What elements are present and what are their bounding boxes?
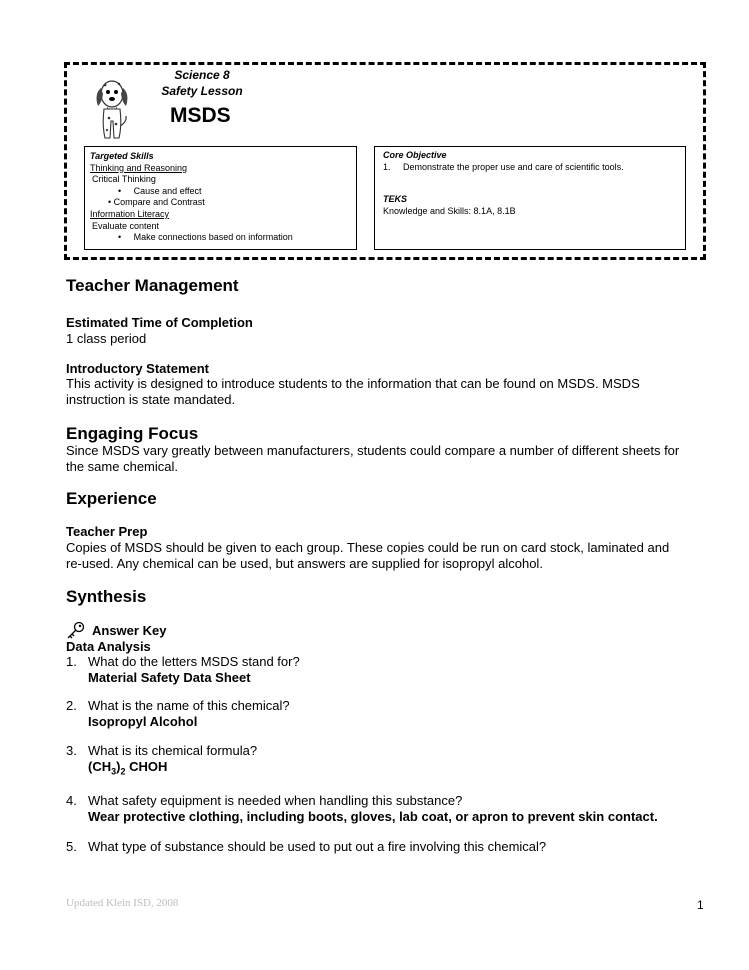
course-label: Science 8 [174, 68, 230, 82]
question-text: What do the letters MSDS stand for? [88, 654, 300, 669]
list-item [66, 793, 726, 825]
objective-item: 1. Demonstrate the proper use and care of scientific tools. [383, 161, 624, 172]
skills-sub-1: Critical Thinking [92, 174, 156, 185]
objective-heading: Core Objective [383, 150, 447, 160]
skills-item: • Make connections based on information [118, 232, 293, 243]
experience-heading: Experience [66, 489, 157, 508]
answer-text: Material Safety Data Sheet [88, 670, 251, 685]
question-number: 1. [66, 654, 77, 669]
prep-line-1: Copies of MSDS should be given to each group. These copies could be run on card stock, laminated and [66, 540, 670, 555]
key-icon [66, 620, 86, 640]
skills-group-2: Information Literacy [90, 208, 170, 219]
skills-heading: Targeted Skills [90, 151, 154, 161]
page-title: MSDS [170, 104, 231, 127]
teacher-management-heading: Teacher Management [66, 276, 239, 295]
skills-group-1: Thinking and Reasoning [90, 162, 188, 173]
synthesis-heading: Synthesis [66, 587, 147, 606]
intro-line-1: This activity is designed to introduce students to the information that can be found on MSDS. MSDS [66, 376, 640, 391]
question-number: 4. [66, 793, 77, 808]
time-label: Estimated Time of Completion [66, 315, 253, 330]
skills-item: • Compare and Contrast [108, 197, 205, 208]
skills-item: • Cause and effect [118, 185, 202, 196]
engaging-line-1: Since MSDS vary greatly between manufacturers, students could compare a number of different sheets for [66, 443, 680, 458]
question-text: What type of substance should be used to put out a fire involving this chemical? [88, 839, 547, 854]
list-item [66, 743, 706, 777]
answer-text: $(CH_3)_2$ CHOH [88, 759, 168, 777]
question-number: 3. [66, 743, 77, 758]
lesson-label: Safety Lesson [161, 84, 243, 98]
list-item [66, 654, 706, 686]
question-text: What is the name of this chemical? [88, 698, 290, 713]
question-number: 5. [66, 839, 77, 854]
teacher-prep-label: Teacher Prep [66, 524, 148, 539]
list-item [66, 698, 706, 730]
teks-text: Knowledge and Skills: 8.1A, 8.1B [383, 205, 516, 216]
skills-sub-2: Evaluate content [92, 220, 160, 231]
dalmatian-dog-icon [90, 76, 134, 142]
answer-text: Wear protective clothing, including boots, gloves, lab coat, or apron to prevent skin contact. [88, 809, 658, 824]
intro-line-2: instruction is state mandated. [66, 392, 236, 407]
engaging-line-2: the same chemical. [66, 459, 178, 474]
teks-heading: TEKS [383, 194, 408, 205]
question-number: 2. [66, 698, 77, 713]
core-objective-box [374, 146, 686, 250]
engaging-focus-heading: Engaging Focus [66, 424, 199, 443]
question-text: What is its chemical formula? [88, 743, 258, 758]
intro-label: Introductory Statement [66, 361, 210, 376]
targeted-skills-box [84, 146, 357, 250]
data-analysis-label: Data Analysis [66, 639, 151, 654]
page-number: 1 [697, 898, 704, 912]
footer-updated: Updated Klein ISD, 2008 [66, 897, 179, 909]
prep-line-2: re-used. Any chemical can be used, but answers are supplied for isopropyl alcohol. [66, 556, 543, 571]
question-text: What safety equipment is needed when handling this substance? [88, 793, 463, 808]
time-value: 1 class period [66, 331, 147, 346]
answer-text: Isopropyl Alcohol [88, 714, 198, 729]
list-item [66, 839, 706, 857]
answer-key-label: Answer Key [92, 623, 167, 638]
